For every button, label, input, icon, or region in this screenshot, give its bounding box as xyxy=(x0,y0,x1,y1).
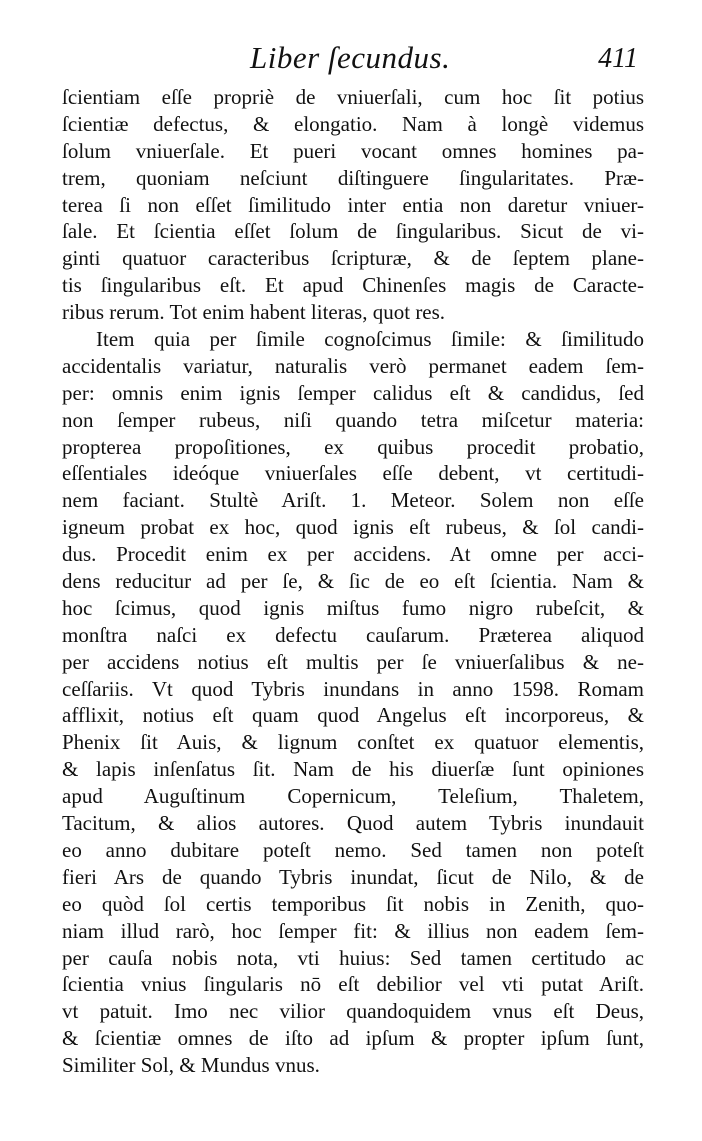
text-line: & ſcientiæ omnes de iſto ad ipſum & propter ipſum ſunt, xyxy=(62,1026,644,1051)
running-head: Liber ſecundus. xyxy=(250,40,451,75)
text-line: niam illud rarò, hoc ſemper fit: & illius non eadem ſem- xyxy=(62,918,644,943)
text-line: Phenix ſit Auis, & lignum conſtet ex quatuor elementis, xyxy=(62,730,644,755)
text-line: ceſſariis. Vt quod Tybris inundans in anno 1598. Romam xyxy=(62,676,644,701)
text-line: eſſentiales ideóque vniuerſales eſſe debent, vt certitudi- xyxy=(62,461,644,486)
text-line: per cauſa nobis nota, vti huius: Sed tamen certitudo ac xyxy=(62,945,644,970)
text-line: ſolum vniuerſale. Et pueri vocant omnes homines pa- xyxy=(62,138,644,163)
page-header xyxy=(62,30,644,80)
text-line: ginti quatuor caracteribus ſcripturæ, & de ſeptem plane- xyxy=(62,246,644,271)
text-line: ſcientiæ defectus, & elongatio. Nam à longè videmus xyxy=(62,111,644,136)
text-line: Item quia per ſimile cognoſcimus ſimile: & ſimilitudo xyxy=(96,327,644,352)
text-line: dus. Procedit enim ex per accidens. At omne per acci- xyxy=(62,542,644,567)
text-line: per: omnis enim ignis ſemper calidus eſt & candidus, ſed xyxy=(62,380,644,405)
text-line: propterea propoſitiones, ex quibus procedit probatio, xyxy=(62,434,644,459)
text-line: vt patuit. Imo nec vilior quandoquidem vnus eſt Deus, xyxy=(62,999,644,1024)
text-line: non ſemper rubeus, niſi quando tetra miſcetur materia: xyxy=(62,407,644,432)
page-number: 411 xyxy=(598,43,638,74)
body-text xyxy=(62,84,644,1079)
text-line: nem faciant. Stultè Ariſt. 1. Meteor. Solem non eſſe xyxy=(62,488,644,513)
text-line: hoc ſcimus, quod ignis miſtus fumo nigro rubeſcit, & xyxy=(62,595,644,620)
text-line: fieri Ars de quando Tybris inundat, ſicut de Nilo, & de xyxy=(62,864,644,889)
text-line: ſale. Et ſcientia eſſet ſolum de ſingularibus. Sicut de vi- xyxy=(62,219,644,244)
text-line: ſcientiam eſſe propriè de vniuerſali, cum hoc ſit potius xyxy=(62,85,644,109)
text-line: tis ſingularibus eſt. Et apud Chinenſes magis de Caracte- xyxy=(62,273,644,298)
paragraph-2 xyxy=(62,326,644,1079)
text-line: eo anno dubitare poteſt nemo. Sed tamen non poteſt xyxy=(62,837,644,862)
paragraph-1 xyxy=(62,84,644,326)
text-line: monſtra naſci ex defectu cauſarum. Præterea aliquod xyxy=(62,622,644,647)
text-line: terea ſi non eſſet ſimilitudo inter entia non daretur vniuer- xyxy=(62,192,644,217)
text-line: & lapis inſenſatus ſit. Nam de his diuerſæ ſunt opiniones xyxy=(62,757,644,782)
text-line: Similiter Sol, & Mundus vnus. xyxy=(62,1053,320,1078)
text-line: ſcientia vnius ſingularis nō eſt debilior vel vti putat Ariſt. xyxy=(62,972,644,997)
text-line: trem, quoniam neſciunt diſtinguere ſingularitates. Præ- xyxy=(62,165,644,190)
text-line: eo quòd ſol certis temporibus ſit nobis in Zenith, quo- xyxy=(62,891,644,916)
text-line: ribus rerum. Tot enim habent literas, quot res. xyxy=(62,300,446,325)
text-line: apud Auguſtinum Copernicum, Teleſium, Thaletem, xyxy=(62,784,644,809)
text-line: dens reducitur ad per ſe, & ſic de eo eſt ſcientia. Nam & xyxy=(62,569,644,594)
text-line: igneum probat ex hoc, quod ignis eſt rubeus, & ſol candi- xyxy=(62,515,644,540)
text-line: per accidens notius eſt multis per ſe vniuerſalibus & ne- xyxy=(62,649,644,674)
text-line: afflixit, notius eſt quam quod Angelus eſt incorporeus, & xyxy=(62,703,644,728)
text-line: Tacitum, & alios autores. Quod autem Tybris inundauit xyxy=(62,811,644,836)
text-line: accidentalis variatur, naturalis verò permanet eadem ſem- xyxy=(62,353,644,378)
